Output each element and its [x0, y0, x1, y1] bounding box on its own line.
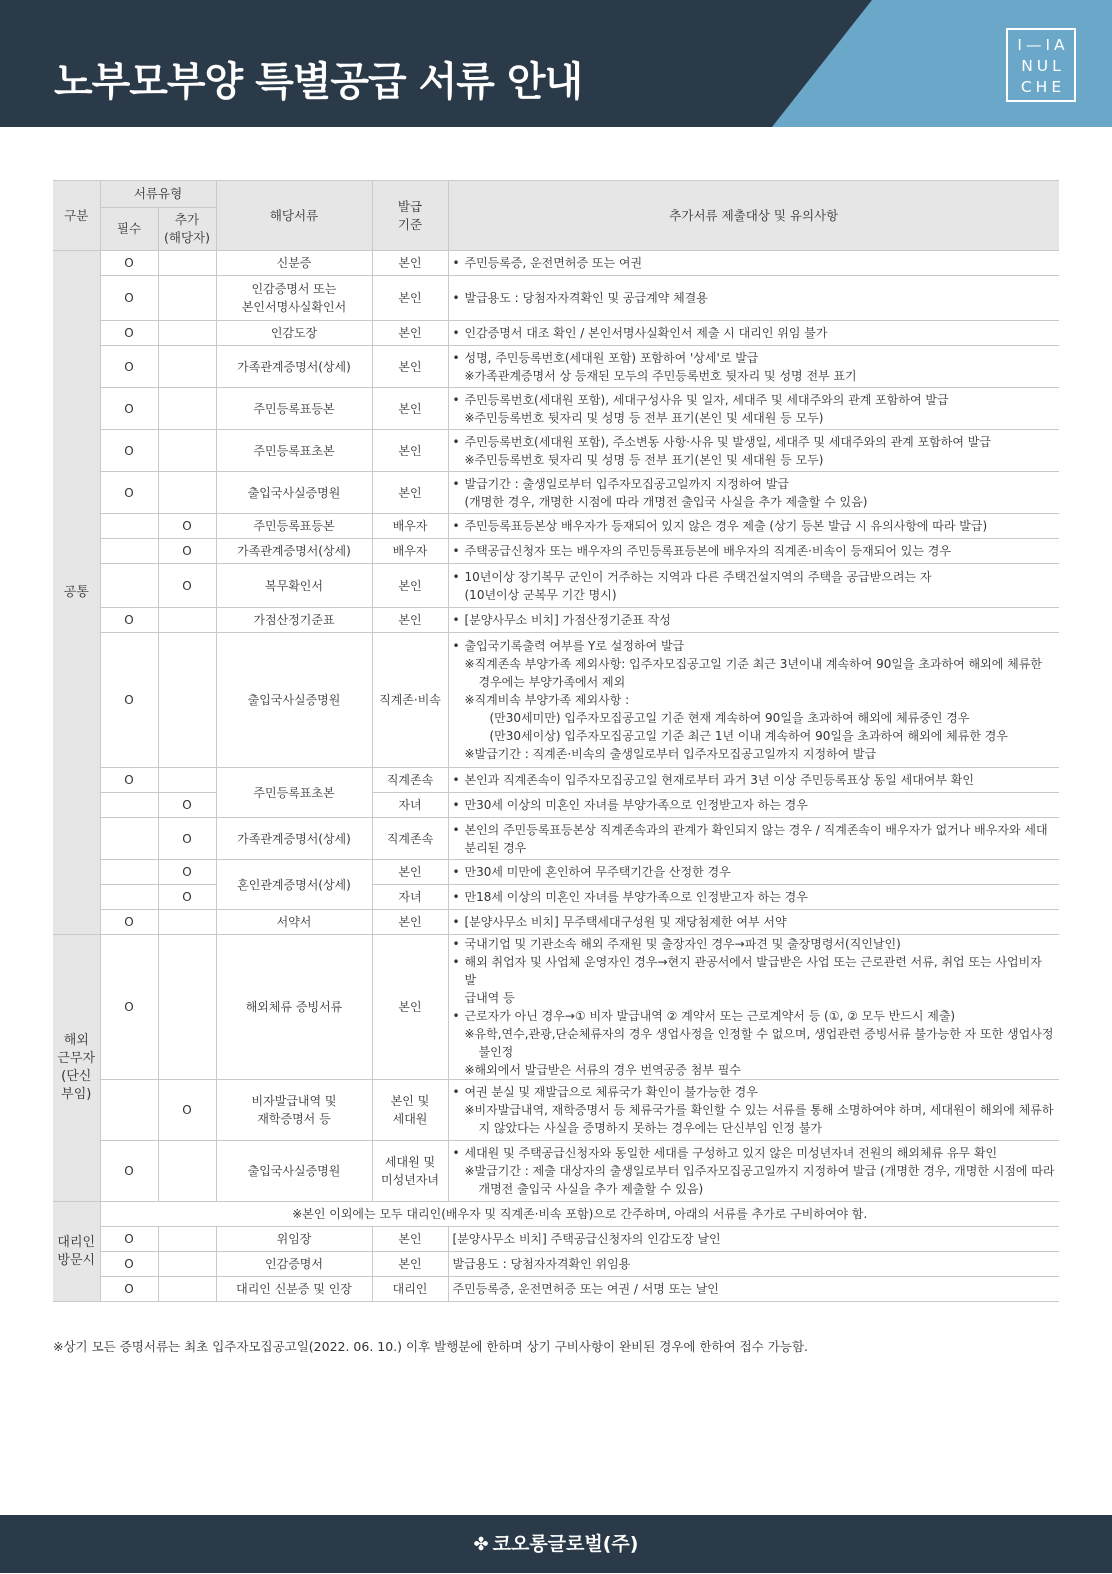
note-cell: • 주민등록표등본상 배우자가 등재되어 있지 않은 경우 제출 (상기 등본 발급 시 유의사항에 따라 발급) [448, 514, 1059, 539]
doc-name: 인감증명서 [216, 1252, 372, 1277]
required-mark: O [100, 910, 158, 935]
additional-mark [158, 608, 216, 633]
doc-name: 가족관계증명서(상세) [216, 539, 372, 564]
logo-line: NUL [1021, 57, 1065, 75]
additional-mark: O [158, 514, 216, 539]
table-row [53, 1252, 1059, 1277]
note-cell: • 본인과 직계존속이 입주자모집공고일 현재로부터 과거 3년 이상 주민등록표상 동일 세대여부 확인 [448, 768, 1059, 793]
required-mark: O [100, 1252, 158, 1277]
table-row [53, 935, 1059, 1080]
issue-basis: 본인 [372, 1227, 448, 1252]
required-mark [100, 539, 158, 564]
required-mark: O [100, 935, 158, 1080]
table-row [53, 1227, 1059, 1252]
note-cell: • 주민등록증, 운전면허증 또는 여권 [448, 251, 1059, 276]
issue-basis: 본인 [372, 346, 448, 388]
table-row [53, 539, 1059, 564]
additional-mark: O [158, 1080, 216, 1141]
issue-basis: 본인 [372, 935, 448, 1080]
note-cell: • 성명, 주민등록번호(세대원 포함) 포함하여 '상세'로 발급 ※가족관계증명서 상 등재된 모두의 주민등록번호 뒷자리 및 성명 전부 표기 [448, 346, 1059, 388]
issue-basis: 본인 [372, 860, 448, 885]
issue-basis: 본인 [372, 430, 448, 472]
required-mark: O [100, 276, 158, 321]
kolon-logo-icon: ✤ [473, 1534, 489, 1555]
issue-basis: 본인 [372, 564, 448, 608]
table-row [53, 793, 1059, 818]
required-mark: O [100, 1277, 158, 1302]
note-cell: • 발급기간 : 출생일로부터 입주자모집공고일까지 지정하여 발급 (개명한 경우, 개명한 시점에 따라 개명전 출입국 사실을 추가 제출할 수 있음) [448, 472, 1059, 514]
issue-basis: 직계존속 [372, 818, 448, 860]
additional-mark: O [158, 818, 216, 860]
required-mark: O [100, 251, 158, 276]
page-header [0, 0, 1112, 127]
note-cell: 주민등록증, 운전면허증 또는 여권 / 서명 또는 날인 [448, 1277, 1059, 1302]
doc-name: 위임장 [216, 1227, 372, 1252]
group-proxy: 대리인 방문시 [53, 1202, 100, 1302]
issue-basis: 배우자 [372, 514, 448, 539]
note-cell: • 인감증명서 대조 확인 / 본인서명사실확인서 제출 시 대리인 위임 불가 [448, 321, 1059, 346]
doc-name: 출입국사실증명원 [216, 472, 372, 514]
additional-mark [158, 472, 216, 514]
hanulche-logo [1006, 28, 1076, 102]
issue-basis: 본인 [372, 388, 448, 430]
additional-mark [158, 1252, 216, 1277]
table-row [53, 1277, 1059, 1302]
doc-name: 가족관계증명서(상세) [216, 346, 372, 388]
note-cell: • [분양사무소 비치] 가점산정기준표 작성 [448, 608, 1059, 633]
additional-mark [158, 251, 216, 276]
issue-basis: 본인 [372, 910, 448, 935]
note-cell: • 본인의 주민등록표등본상 직계존속과의 관계가 확인되지 않는 경우 / 직계존속이 배우자가 없거나 배우자와 세대 분리된 경우 [448, 818, 1059, 860]
issue-basis: 대리인 [372, 1277, 448, 1302]
issue-basis: 직계존속 [372, 768, 448, 793]
logo-line: I—IA [1017, 36, 1069, 54]
note-cell: • 국내기업 및 기관소속 해외 주재원 및 출장자인 경우→파견 및 출장명령서(직인날인) • 해외 취업자 및 사업체 운영자인 경우→현지 관공서에서 발급받은 사업 또는 근로관련 서류, 취업 또는 사업비자 발 급내역 등 • 근로자가 아닌 경우→① 비자 발급내역 ② 계약서 또는 근로계약서 등 (①, ② 모두 반드시 제출) ※유학,연수,관광,단순체류자의 경우 생업사정을 인정할 수 없으며, 생업관련 증빙서류 불가능한 자 또한 생업사정 불인정 ※해외에서 발급받은 서류의 경우 번역공증 첨부 필수 [448, 935, 1059, 1080]
table-row [53, 633, 1059, 768]
required-mark: O [100, 430, 158, 472]
table-row [53, 321, 1059, 346]
issue-basis: 본인 [372, 472, 448, 514]
proxy-note: ※본인 이외에는 모두 대리인(배우자 및 직계존·비속 포함)으로 간주하며, 아래의 서류를 추가로 구비하여야 함. [100, 1202, 1059, 1227]
doc-name: 복무확인서 [216, 564, 372, 608]
note-cell: • 만30세 미만에 혼인하여 무주택기간을 산정한 경우 [448, 860, 1059, 885]
issue-basis: 세대원 및 미성년자녀 [372, 1141, 448, 1202]
table-row [53, 1202, 1059, 1227]
required-mark [100, 885, 158, 910]
required-mark: O [100, 608, 158, 633]
additional-mark [158, 388, 216, 430]
doc-name: 주민등록표등본 [216, 388, 372, 430]
issue-basis: 본인 [372, 276, 448, 321]
table-row [53, 430, 1059, 472]
additional-mark: O [158, 793, 216, 818]
doc-name: 혼인관계증명서(상세) [216, 860, 372, 910]
doc-name: 출입국사실증명원 [216, 1141, 372, 1202]
required-mark [100, 793, 158, 818]
additional-mark [158, 321, 216, 346]
doc-name: 주민등록표초본 [216, 768, 372, 818]
header-issue-basis: 발급 기준 [372, 181, 448, 251]
doc-name: 주민등록표등본 [216, 514, 372, 539]
doc-name: 가족관계증명서(상세) [216, 818, 372, 860]
issue-basis: 본인 [372, 1252, 448, 1277]
required-mark [100, 860, 158, 885]
note-cell: • 주택공급신청자 또는 배우자의 주민등록표등본에 배우자의 직계존·비속이 등재되어 있는 경우 [448, 539, 1059, 564]
additional-mark: O [158, 539, 216, 564]
note-cell: • 주민등록번호(세대원 포함), 주소변동 사항·사유 및 발생일, 세대주 및 세대주와의 관계 포함하여 발급 ※주민등록번호 뒷자리 및 성명 등 전부 표기(본인 및 세대원 등 모두) [448, 430, 1059, 472]
company-name: 코오롱글로벌(주) [492, 1533, 639, 1555]
additional-mark [158, 910, 216, 935]
additional-mark [158, 346, 216, 388]
doc-name: 인감증명서 또는 본인서명사실확인서 [216, 276, 372, 321]
additional-mark [158, 633, 216, 768]
header-notes: 추가서류 제출대상 및 유의사항 [448, 181, 1059, 251]
doc-name: 비자발급내역 및 재학증명서 등 [216, 1080, 372, 1141]
issue-basis: 자녀 [372, 885, 448, 910]
required-mark: O [100, 388, 158, 430]
documents-table [53, 180, 1059, 1302]
additional-mark [158, 1277, 216, 1302]
additional-mark [158, 935, 216, 1080]
required-mark [100, 564, 158, 608]
issue-basis: 자녀 [372, 793, 448, 818]
issue-basis: 본인 [372, 321, 448, 346]
page-title: 노부모부양 특별공급 서류 안내 [54, 59, 583, 105]
doc-name: 가점산정기준표 [216, 608, 372, 633]
issue-basis: 본인 [372, 608, 448, 633]
doc-name: 서약서 [216, 910, 372, 935]
issue-basis: 직계존·비속 [372, 633, 448, 768]
required-mark: O [100, 346, 158, 388]
required-mark: O [100, 1227, 158, 1252]
footnote: ※상기 모든 증명서류는 최초 입주자모집공고일(2022. 06. 10.) 이후 발행분에 한하며 상기 구비사항이 완비된 경우에 한하여 접수 가능함. [53, 1339, 808, 1354]
additional-mark [158, 276, 216, 321]
note-cell: • 10년이상 장기복무 군인이 거주하는 지역과 다른 주택건설지역의 주택을 공급받으려는 자 (10년이상 군복무 기간 명시) [448, 564, 1059, 608]
header-doc: 해당서류 [216, 181, 372, 251]
issue-basis: 본인 및 세대원 [372, 1080, 448, 1141]
group-overseas: 해외 근무자 (단신 부임) [53, 935, 100, 1202]
table-row [53, 251, 1059, 276]
table-row [53, 276, 1059, 321]
doc-name: 주민등록표초본 [216, 430, 372, 472]
required-mark [100, 514, 158, 539]
header-additional: 추가 (해당자) [158, 208, 216, 251]
required-mark: O [100, 1141, 158, 1202]
table-row [53, 514, 1059, 539]
additional-mark: O [158, 885, 216, 910]
required-mark: O [100, 472, 158, 514]
table-row [53, 346, 1059, 388]
note-cell: • 세대원 및 주택공급신청자와 동일한 세대를 구성하고 있지 않은 미성년자녀 전원의 해외체류 유무 확인 ※발급기간 : 제출 대상자의 출생일로부터 입주자모집공고일까지 지정하여 발급 (개명한 경우, 개명한 시점에 따라 개명전 출입국 사실을 추가 제출할 수 있음) [448, 1141, 1059, 1202]
issue-basis: 본인 [372, 251, 448, 276]
note-cell: • 발급용도 : 당첨자자격확인 및 공급계약 체결용 [448, 276, 1059, 321]
additional-mark [158, 430, 216, 472]
header-doc-type: 서류유형 [100, 181, 216, 208]
group-common: 공통 [53, 251, 100, 935]
doc-name: 대리인 신분증 및 인장 [216, 1277, 372, 1302]
table-row [53, 1080, 1059, 1141]
header-gubun: 구분 [53, 181, 100, 251]
required-mark: O [100, 633, 158, 768]
required-mark [100, 1080, 158, 1141]
table-row [53, 885, 1059, 910]
table-row [53, 472, 1059, 514]
note-cell: • 만18세 이상의 미혼인 자녀를 부양가족으로 인정받고자 하는 경우 [448, 885, 1059, 910]
doc-name: 해외체류 증빙서류 [216, 935, 372, 1080]
required-mark [100, 818, 158, 860]
additional-mark [158, 1141, 216, 1202]
additional-mark [158, 1227, 216, 1252]
required-mark: O [100, 768, 158, 793]
additional-mark: O [158, 564, 216, 608]
table-row [53, 768, 1059, 793]
note-cell: • [분양사무소 비치] 무주택세대구성원 및 재당첨제한 여부 서약 [448, 910, 1059, 935]
logo-line: CHE [1020, 78, 1066, 96]
doc-name: 신분증 [216, 251, 372, 276]
note-cell: • 여권 분실 및 재발급으로 체류국가 확인이 불가능한 경우 ※비자발급내역, 재학증명서 등 체류국가를 확인할 수 있는 서류를 통해 소명하여야 하며, 세대원이 해외에 체류하 지 않았다는 사실을 증명하지 못하는 경우에는 단신부임 인정 불가 [448, 1080, 1059, 1141]
table-row [53, 564, 1059, 608]
note-cell: • 주민등록번호(세대원 포함), 세대구성사유 및 일자, 세대주 및 세대주와의 관계 포함하여 발급 ※주민등록번호 뒷자리 및 성명 등 전부 표기(본인 및 세대원 등 모두) [448, 388, 1059, 430]
table-row [53, 910, 1059, 935]
doc-name: 출입국사실증명원 [216, 633, 372, 768]
required-mark: O [100, 321, 158, 346]
header-required: 필수 [100, 208, 158, 251]
page-footer [0, 1515, 1112, 1573]
note-cell: [분양사무소 비치] 주택공급신청자의 인감도장 날인 [448, 1227, 1059, 1252]
note-cell: 발급용도 : 당첨자자격확인 위임용 [448, 1252, 1059, 1277]
note-cell: • 출입국기록출력 여부를 Y로 설정하여 발급 ※직계존속 부양가족 제외사항: 입주자모집공고일 기준 최근 3년이내 계속하여 90일을 초과하여 해외에 체류한 경우에는 부양가족에서 제외 ※직계비속 부양가족 제외사항 : (만30세미만) 입주자모집공고일 기준 현재 계속하여 90일을 초과하여 해외에 체류중인 경우 (만30세이상) 입주자모집공고일 기준 최근 1년 이내 계속하여 90일을 초과하여 해외에 체류한 경우 ※발급기간 : 직계존·비속의 출생일로부터 입주자모집공고일까지 지정하여 발급 [448, 633, 1059, 768]
additional-mark: O [158, 860, 216, 885]
table-row [53, 608, 1059, 633]
additional-mark [158, 768, 216, 793]
doc-name: 인감도장 [216, 321, 372, 346]
table-row [53, 388, 1059, 430]
table-row [53, 860, 1059, 885]
table-row [53, 818, 1059, 860]
issue-basis: 배우자 [372, 539, 448, 564]
note-cell: • 만30세 이상의 미혼인 자녀를 부양가족으로 인정받고자 하는 경우 [448, 793, 1059, 818]
table-row [53, 1141, 1059, 1202]
